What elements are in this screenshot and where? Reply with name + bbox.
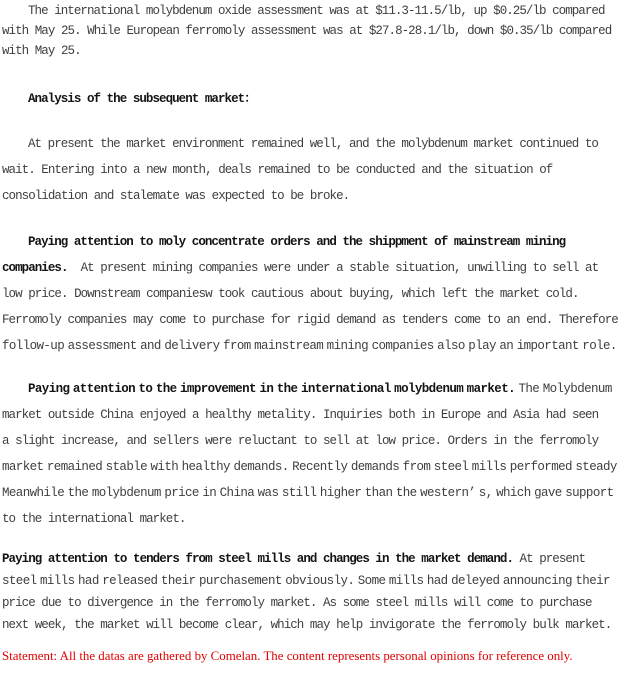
text-segment: steel mills had released their purchasement obviously. Some mills had deleyed announcing their: [2, 574, 610, 588]
text-line: [2, 548, 624, 570]
text-segment: Ferromoly companies may come to purchase for rigid demand as tenders come to an end. Therefore: [2, 313, 618, 327]
text-line: [2, 402, 624, 428]
text-segment: The international molybdenum oxide assessment was at $11.3-11.5/lb, up $0.25/lb compared: [28, 4, 605, 18]
text-segment: Statement: All the datas are gathered by Comelan. The content represents personal opinions for reference only.: [2, 649, 573, 663]
text-line: [2, 480, 624, 506]
bold-text-segment: Analysis of the subsequent market：: [28, 92, 256, 106]
text-line: [2, 454, 624, 480]
text-segment: with May 25. While European ferromoly assessment was at $27.8-28.1/lb, down $0.35/lb compared: [2, 24, 612, 38]
bold-text-segment: companies.: [2, 261, 68, 275]
para-market-environment: [2, 131, 624, 209]
text-line: [2, 157, 624, 183]
text-line: [2, 41, 624, 61]
text-segment: price due to divergence in the ferromoly market. As some steel mills will come to purchase: [2, 596, 592, 610]
bold-text-segment: Paying attention to tenders from steel mills and changes in the market demand.: [2, 552, 513, 566]
heading-analysis: [2, 89, 624, 109]
text-segment: Meanwhile the molybdenum price in China was still higher than the western’ s, which gave support: [2, 486, 614, 500]
text-line: [2, 229, 624, 255]
text-line: [2, 307, 624, 333]
text-segment: follow-up assessment and delivery from mainstream mining companies also play an important role.: [2, 339, 617, 353]
text-segment: At present the market environment remained well, and the molybdenum market continued to: [28, 137, 598, 151]
text-segment: next week, the market will become clear, which may help invigorate the ferromoly bulk market.: [2, 618, 612, 632]
text-segment: wait. Entering into a new month, deals remained to be conducted and the situation of: [2, 163, 553, 177]
text-line: [2, 89, 624, 109]
document-body: [2, 1, 624, 665]
text-segment: with May 25.: [2, 44, 81, 58]
text-line: [2, 281, 624, 307]
statement-disclaimer: [2, 648, 624, 665]
text-segment: market outside China enjoyed a healthy metality. Inquiries both in Europe and Asia had seen: [2, 408, 599, 422]
text-line: [2, 131, 624, 157]
text-segment: At present: [513, 552, 586, 566]
text-line: [2, 376, 624, 402]
text-segment: The Molybdenum: [515, 382, 612, 396]
text-segment: At present mining companies were under a stable situation, unwilling to sell at: [67, 261, 599, 275]
text-line: [2, 183, 624, 209]
text-line: [2, 333, 624, 359]
para-oxide-assessment: [2, 1, 624, 61]
text-line: [2, 1, 624, 21]
text-line: [2, 648, 624, 665]
text-line: [2, 506, 624, 532]
text-segment: consolidation and stalemate was expected to be broke.: [2, 189, 350, 203]
para-international-market: [2, 376, 624, 532]
text-line: [2, 592, 624, 614]
text-segment: low price. Downstream companiesw took cautious about buying, which left the market cold.: [2, 287, 579, 301]
text-segment: to the international market.: [2, 512, 186, 526]
text-line: [2, 255, 624, 281]
text-segment: a slight increase, and sellers were reluctant to sell at low price. Orders in the ferromoly: [2, 434, 599, 448]
para-steel-tenders: [2, 548, 624, 636]
text-line: [2, 428, 624, 454]
text-line: [2, 614, 624, 636]
text-line: [2, 570, 624, 592]
para-concentrate-orders: [2, 229, 624, 359]
text-segment: market remained stable with healthy demands. Recently demands from steel mills performed steady: [2, 460, 617, 474]
bold-text-segment: Paying attention to moly concentrate orders and the shippment of mainstream mining: [28, 235, 566, 249]
bold-text-segment: Paying attention to the improvement in the international molybdenum market.: [28, 382, 515, 396]
text-line: [2, 21, 624, 41]
